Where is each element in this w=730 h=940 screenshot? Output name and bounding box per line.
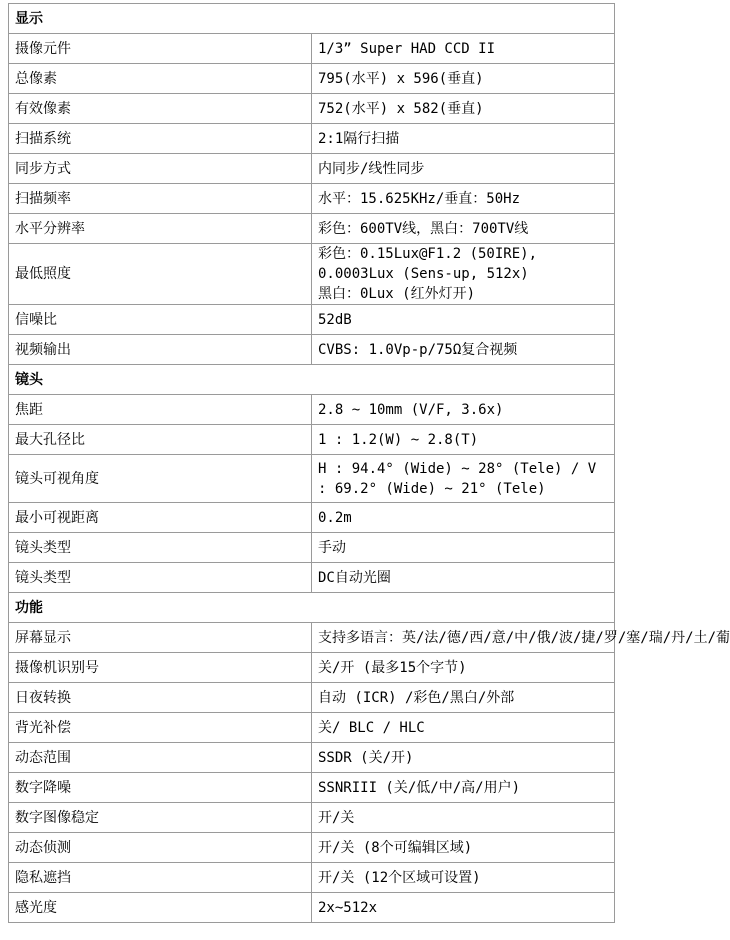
row-label: 最大孔径比 bbox=[9, 425, 312, 455]
row-value: CVBS: 1.0Vp-p/75Ω复合视频 bbox=[312, 335, 615, 365]
row-label: 水平分辨率 bbox=[9, 214, 312, 244]
row-value: 2.8 ~ 10mm (V/F, 3.6x) bbox=[312, 395, 615, 425]
row-value: 彩色：600TV线，黑白：700TV线 bbox=[312, 214, 615, 244]
section-header-row bbox=[9, 4, 615, 34]
row-value bbox=[312, 455, 615, 503]
row-value-line: 黑白：0Lux (红外灯开) bbox=[318, 286, 476, 302]
table-row bbox=[9, 455, 615, 503]
row-label: 最小可视距离 bbox=[9, 503, 312, 533]
table-row bbox=[9, 214, 615, 244]
row-value: DC自动光圈 bbox=[312, 563, 615, 593]
row-value: 0.2m bbox=[312, 503, 615, 533]
row-value: 52dB bbox=[312, 305, 615, 335]
row-value: 水平：15.625KHz/垂直：50Hz bbox=[312, 184, 615, 214]
table-row bbox=[9, 863, 615, 893]
section-title: 功能 bbox=[9, 593, 615, 623]
table-row bbox=[9, 184, 615, 214]
row-label: 隐私遮挡 bbox=[9, 863, 312, 893]
row-label: 焦距 bbox=[9, 395, 312, 425]
row-value: 开/关 (12个区域可设置) bbox=[312, 863, 615, 893]
row-label: 动态侦测 bbox=[9, 833, 312, 863]
row-value: 752(水平) x 582(垂直) bbox=[312, 94, 615, 124]
spec-table bbox=[8, 3, 730, 923]
table-row bbox=[9, 305, 615, 335]
row-value: SSNRIII (关/低/中/高/用户) bbox=[312, 773, 615, 803]
row-label: 日夜转换 bbox=[9, 683, 312, 713]
row-label: 信噪比 bbox=[9, 305, 312, 335]
row-label: 摄像机识别号 bbox=[9, 653, 312, 683]
row-value: 自动 (ICR) /彩色/黑白/外部 bbox=[312, 683, 615, 713]
row-label: 数字图像稳定 bbox=[9, 803, 312, 833]
table-row bbox=[9, 773, 615, 803]
row-value: SSDR (关/开) bbox=[312, 743, 615, 773]
section-title: 镜头 bbox=[9, 365, 615, 395]
table-row bbox=[9, 623, 615, 653]
table-row bbox=[9, 244, 615, 305]
row-value: 1/3ˮ Super HAD CCD II bbox=[312, 34, 615, 64]
row-value: 关/ BLC / HLC bbox=[312, 713, 615, 743]
row-value-line: 彩色：0.15Lux@F1.2 (50IRE), 0.0003Lux (Sens-up, 512x) bbox=[318, 246, 538, 282]
row-label: 屏幕显示 bbox=[9, 623, 312, 653]
row-value bbox=[312, 244, 615, 305]
table-row bbox=[9, 653, 615, 683]
row-value: 2:1隔行扫描 bbox=[312, 124, 615, 154]
table-row bbox=[9, 893, 615, 923]
table-row bbox=[9, 503, 615, 533]
row-label: 动态范围 bbox=[9, 743, 312, 773]
table-row bbox=[9, 743, 615, 773]
table-row bbox=[9, 425, 615, 455]
row-label: 同步方式 bbox=[9, 154, 312, 184]
row-value: 关/开 (最多15个字节) bbox=[312, 653, 615, 683]
table-row bbox=[9, 683, 615, 713]
table-row bbox=[9, 335, 615, 365]
row-value: 支持多语言：英/法/德/西/意/中/俄/波/捷/罗/塞/瑞/丹/土/葡 bbox=[312, 623, 615, 653]
row-value: 795(水平) x 596(垂直) bbox=[312, 64, 615, 94]
table-row bbox=[9, 395, 615, 425]
table-row bbox=[9, 154, 615, 184]
row-value: 1 : 1.2(W) ~ 2.8(T) bbox=[312, 425, 615, 455]
row-label: 感光度 bbox=[9, 893, 312, 923]
table-row bbox=[9, 563, 615, 593]
table-row bbox=[9, 34, 615, 64]
row-label: 有效像素 bbox=[9, 94, 312, 124]
row-label: 扫描系统 bbox=[9, 124, 312, 154]
row-label: 背光补偿 bbox=[9, 713, 312, 743]
row-value: 2x~512x bbox=[312, 893, 615, 923]
table-row bbox=[9, 64, 615, 94]
table-row bbox=[9, 94, 615, 124]
row-value: 开/关 (8个可编辑区域) bbox=[312, 833, 615, 863]
row-label: 镜头可视角度 bbox=[9, 455, 312, 503]
table-row bbox=[9, 833, 615, 863]
table-row bbox=[9, 803, 615, 833]
table-row bbox=[9, 124, 615, 154]
row-label: 镜头类型 bbox=[9, 533, 312, 563]
table-row bbox=[9, 713, 615, 743]
row-label: 数字降噪 bbox=[9, 773, 312, 803]
row-label: 最低照度 bbox=[9, 244, 312, 305]
row-value: 手动 bbox=[312, 533, 615, 563]
section-header-row bbox=[9, 593, 615, 623]
row-label: 镜头类型 bbox=[9, 563, 312, 593]
section-header-row bbox=[9, 365, 615, 395]
row-label: 摄像元件 bbox=[9, 34, 312, 64]
row-value: 内同步/线性同步 bbox=[312, 154, 615, 184]
row-value-text: H : 94.4° (Wide) ~ 28° (Tele) / V : 69.2° (Wide) ~ 21° (Tele) bbox=[318, 460, 597, 497]
row-label: 总像素 bbox=[9, 64, 312, 94]
row-label: 扫描频率 bbox=[9, 184, 312, 214]
table-row bbox=[9, 533, 615, 563]
row-label: 视频输出 bbox=[9, 335, 312, 365]
section-title: 显示 bbox=[9, 4, 615, 34]
row-value: 开/关 bbox=[312, 803, 615, 833]
